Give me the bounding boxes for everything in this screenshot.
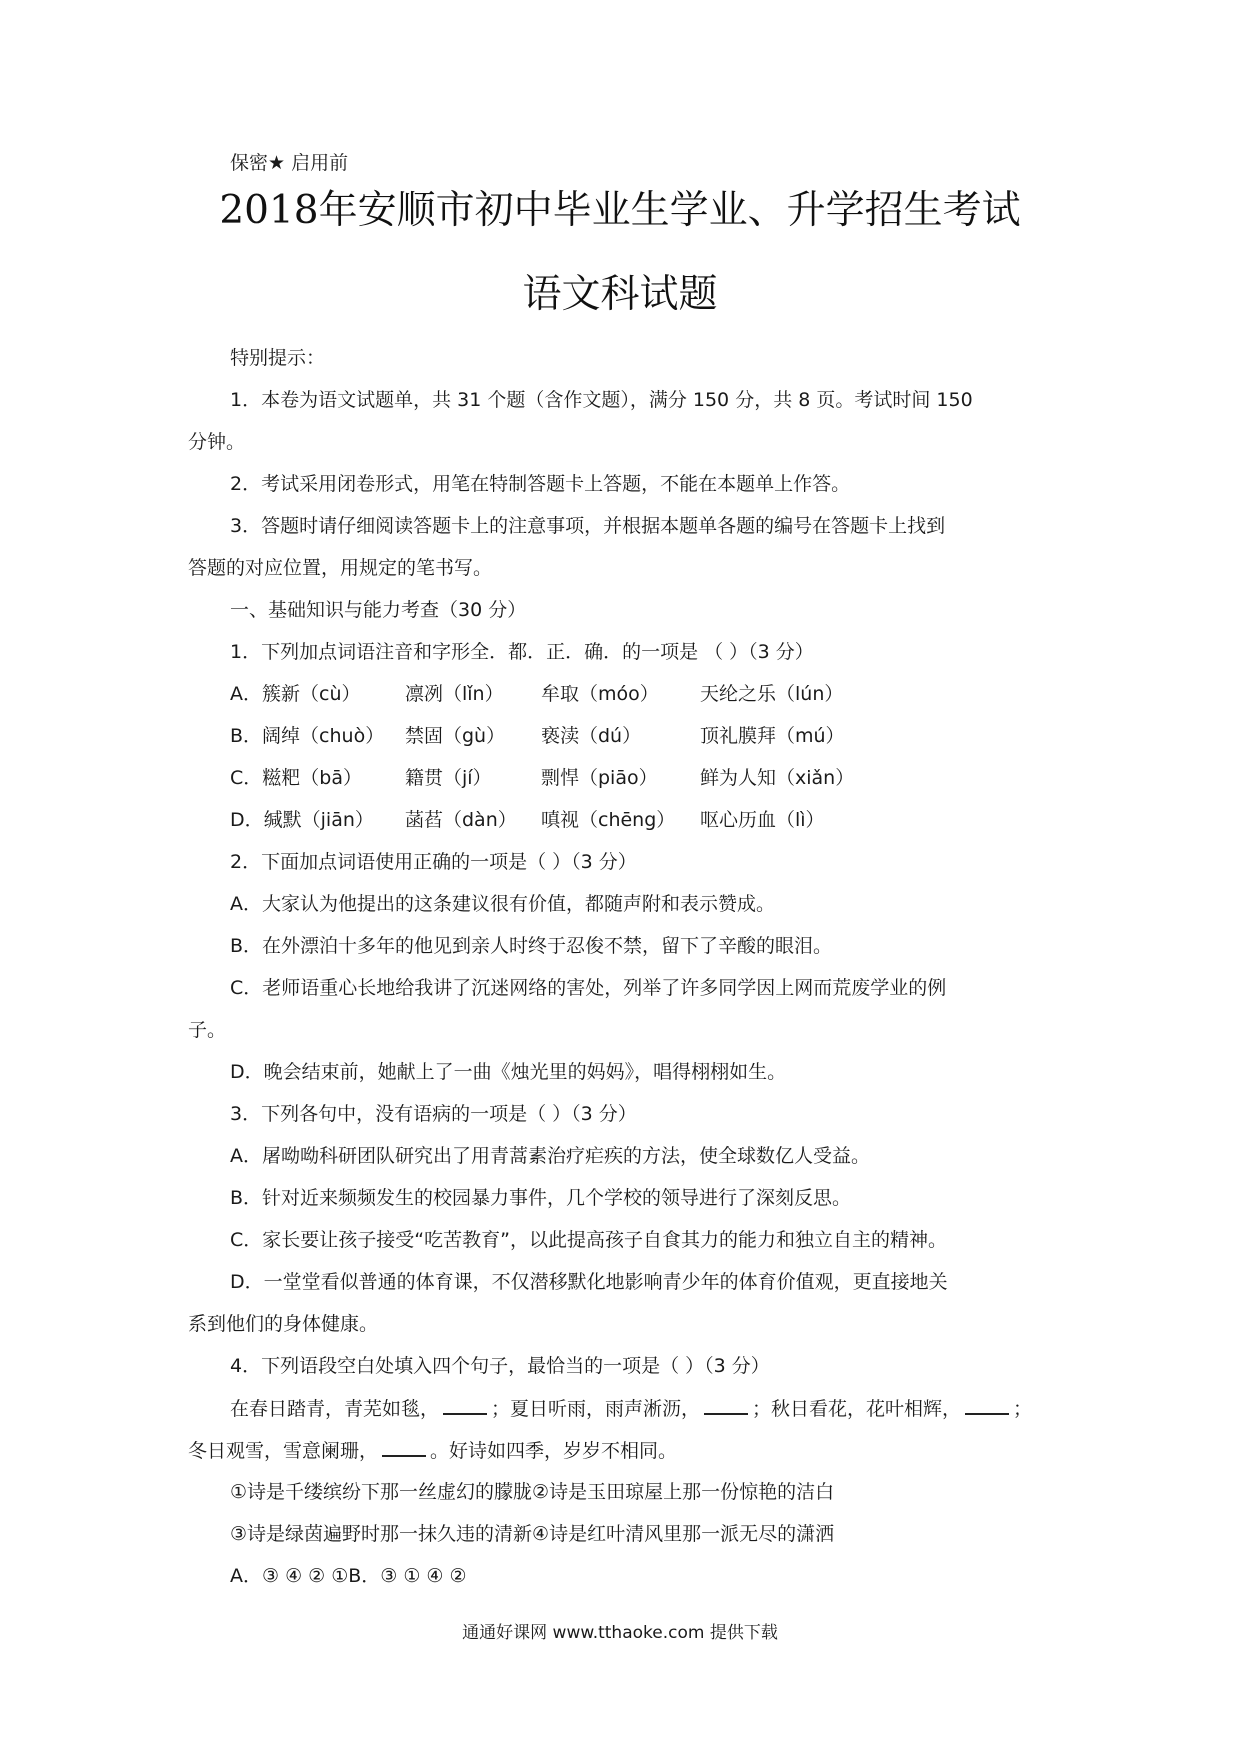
q2-option-d: D．晚会结束前，她献上了一曲《烛光里的妈妈》，唱得栩栩如生。 — [230, 1061, 787, 1083]
footer-watermark: 通通好课网 www.tthaoke.com 提供下载 — [462, 1623, 778, 1643]
notice-item-3-cont: 答题的对应位置，用规定的笔书写。 — [188, 557, 493, 579]
q1-option-a-3: 牟取（móo） — [541, 683, 659, 705]
q1-option-d-1: D．缄默（jiān） — [230, 809, 374, 831]
q1-option-c-3: 剽悍（piāo） — [541, 767, 658, 789]
notice-heading: 特别提示： — [230, 347, 326, 369]
q4-passage-line-1 — [230, 1395, 1032, 1422]
question-2-stem: 2．下面加点词语使用正确的一项是（ ）（3 分） — [230, 851, 637, 873]
q4-passage-summer: ；夏日听雨，雨声淅沥， — [491, 1398, 701, 1420]
q4-options: A．③ ④ ② ①B．③ ① ④ ② — [230, 1565, 467, 1587]
q1-option-b-1: B．阔绰（chuò） — [230, 725, 385, 747]
q1-option-a-2: 凛冽（lǐn） — [405, 683, 504, 705]
q4-sentences-3-4: ③诗是绿茵遍野时那一抹久违的清新④诗是红叶清风里那一派无尽的潇洒 — [230, 1523, 835, 1545]
answer-blank-1 — [443, 1395, 487, 1415]
q1-option-a-4: 天纶之乐（lún） — [700, 683, 844, 705]
q2-option-c-cont: 子。 — [188, 1019, 227, 1041]
q2-option-c: C．老师语重心长地给我讲了沉迷网络的害处，列举了许多同学因上网而荒废学业的例 — [230, 977, 947, 999]
answer-blank-2 — [704, 1395, 748, 1415]
q1-option-d-4: 呕心历血（lì） — [700, 809, 825, 831]
question-1-stem: 1．下列加点词语注音和字形全．都．正．确．的一项是 （ ）（3 分） — [230, 641, 814, 663]
answer-blank-4 — [382, 1437, 426, 1457]
q4-passage-sep: ； — [1013, 1398, 1033, 1420]
q1-option-d-3: 嗔视（chēng） — [541, 809, 676, 831]
q1-option-a-1: A．簇新（cù） — [230, 683, 361, 705]
notice-item-3: 3．答题时请仔细阅读答题卡上的注意事项，并根据本题单各题的编号在答题卡上找到 — [230, 515, 946, 537]
question-4-stem: 4．下列语段空白处填入四个句子，最恰当的一项是（ ）（3 分） — [230, 1355, 770, 1377]
q1-option-c-4: 鲜为人知（xiǎn） — [700, 767, 855, 789]
question-3-stem: 3．下列各句中，没有语病的一项是（ ）（3 分） — [230, 1103, 637, 1125]
q1-option-c-2: 籍贯（jí） — [405, 767, 492, 789]
q1-option-b-3: 亵渎（dú） — [541, 725, 642, 747]
q4-passage-autumn: ；秋日看花，花叶相辉， — [752, 1398, 962, 1420]
q1-option-d-2: 菡萏（dàn） — [405, 809, 517, 831]
confidential-label: 保密★ 启用前 — [230, 152, 349, 174]
q3-option-d: D．一堂堂看似普通的体育课，不仅潜移默化地影响青少年的体育价值观，更直接地关 — [230, 1271, 948, 1293]
subject-title: 语文科试题 — [522, 272, 718, 317]
q2-option-a: A．大家认为他提出的这条建议很有价值，都随声附和表示赞成。 — [230, 893, 775, 915]
q4-passage-winter: 冬日观雪，雪意阑珊， — [188, 1440, 379, 1462]
q4-passage-spring: 在春日踏青，青芜如毯， — [230, 1398, 440, 1420]
answer-blank-3 — [965, 1395, 1009, 1415]
section-heading: 一、基础知识与能力考查（30 分） — [230, 599, 527, 621]
q3-option-b: B．针对近来频频发生的校园暴力事件，几个学校的领导进行了深刻反思。 — [230, 1187, 852, 1209]
q2-option-b: B．在外漂泊十多年的他见到亲人时终于忍俊不禁，留下了辛酸的眼泪。 — [230, 935, 833, 957]
q4-passage-end: 。好诗如四季，岁岁不相同。 — [430, 1440, 678, 1462]
q3-option-d-cont: 系到他们的身体健康。 — [188, 1313, 379, 1335]
q3-option-c: C．家长要让孩子接受“吃苦教育”，以此提高孩子自食其力的能力和独立自主的精神。 — [230, 1229, 947, 1251]
notice-item-2: 2．考试采用闭卷形式，用笔在特制答题卡上答题，不能在本题单上作答。 — [230, 473, 851, 495]
q4-sentences-1-2: ①诗是千缕缤纷下那一丝虚幻的朦胧②诗是玉田琼屋上那一份惊艳的洁白 — [230, 1481, 835, 1503]
q4-passage-line-2 — [188, 1437, 677, 1464]
q1-option-b-2: 禁固（gù） — [405, 725, 506, 747]
q3-option-a: A．屠呦呦科研团队研究出了用青蒿素治疗疟疾的方法，使全球数亿人受益。 — [230, 1145, 870, 1167]
exam-title: 2018年安顺市初中毕业生学业、升学招生考试 — [219, 188, 1021, 233]
q1-option-c-1: C．糍粑（bā） — [230, 767, 362, 789]
notice-item-1-cont: 分钟。 — [188, 431, 246, 453]
notice-item-1: 1．本卷为语文试题单，共 31 个题（含作文题），满分 150 分，共 8 页。考试时间 150 — [230, 389, 973, 411]
q1-option-b-4: 顶礼膜拜（mú） — [700, 725, 845, 747]
